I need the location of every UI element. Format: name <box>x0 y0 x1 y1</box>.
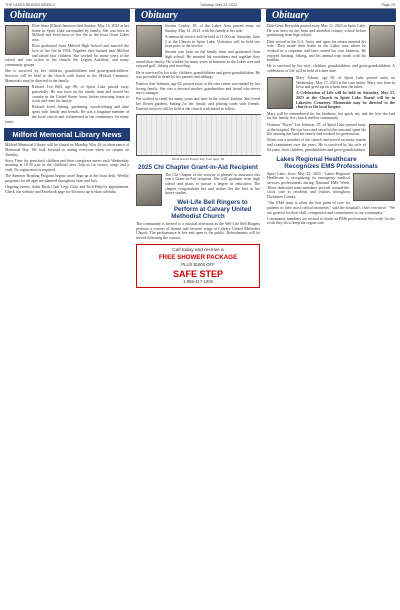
library-paragraph: Milford Memorial Library will be closed on Monday, May 29, in observance of Memorial Day. We look forward to seeing everyone when we reopen on Tuesday. <box>5 143 129 157</box>
obit-paragraph: Richard Lee Bell, age 88, of Spirit Lake passed away peacefully. He was born on the family farm and served his country in the United States Army before returning home to work and raise his family. <box>32 85 129 104</box>
word-search-caption: Word Search Puzzle Key from page 1B <box>171 156 225 161</box>
obit-paragraph: Mary Adams, age 90, of Spirit Lake passed away on Wednesday, May 17, 2023 at the care center. Mary was born in Iowa and grew up on a farm near the lakes. <box>296 75 395 90</box>
wellife-article <box>136 222 260 241</box>
paper-name: THE LAKES REGION WEEKLY <box>5 3 56 7</box>
obit-paragraph: Jerome was born on the family farm and graduated from high school. He married his sweetheart and together they raised their family. He worked for many years in business in the Lakes area and enjoyed golf, fishing and traveling. <box>136 50 260 69</box>
obit-paragraph: Richard loved fishing, gardening, woodworking and time spent with family and friends. He was a longtime member of the local church and volunteered in the community for many years. <box>5 105 129 124</box>
wellife-paragraph: The community is invited to a musical afternoon as the Wel-Life Bell Ringers perform a concert of hymns and favorite songs at Calvary United Methodist Church. The performance is free and open to the public. Refreshments will be served following the concert. <box>136 222 260 241</box>
obit-paragraph: Patricia Ann Johnson, age 82, passed away at the care center surrounded by her loving family. She was a devoted mother, grandmother and friend who never met a stranger. <box>136 81 260 96</box>
ad-brand: SAFE STEP <box>172 268 223 279</box>
obituary-photo <box>5 86 29 116</box>
library-news-title: Milford Memorial Library News <box>4 128 130 141</box>
obit-paragraph: Dale Gene Reynolds passed away May 11, 2023 in Spirit Lake. He was born on the farm and attended country school before graduating from high school. <box>267 24 366 38</box>
obit-paragraph: She is survived by her children, grandchildren and great-grandchildren. Services will be held at the church with burial in the Milford Cemetery. Memorials may be directed to the family. <box>5 69 129 83</box>
column-right <box>266 9 396 603</box>
chapter-article <box>136 173 260 197</box>
column-left <box>4 9 130 603</box>
obituary-photo <box>267 77 293 109</box>
obituary-banner: Obituary <box>266 9 396 22</box>
issue-date: Tuesday, May 23, 2023 <box>200 3 238 7</box>
column-middle <box>135 9 261 603</box>
safe-step-ad <box>136 244 260 288</box>
obit-paragraph: A Celebration of Life will be held on Saturday, May 27, 2023 at the Church in Spirit Lake. Burial will be in Lakeview Cemetery. Memorials may be directed to the church or the local hospice. <box>296 91 395 110</box>
obituary-adams <box>267 76 395 121</box>
obituary-reynolds <box>267 24 395 74</box>
ad-phone[interactable]: 1-855-417-1306 <box>183 278 213 284</box>
lakes-paragraph: Spirit Lake, Iowa, May 22, 2023 - Lakes Regional Healthcare is recognizing its emergency medical services professionals during National EMS Week. These dedicated team members provide around-the-clock care to residents and visitors throughout Dickinson County. <box>267 171 350 200</box>
obit-paragraph: A memorial service will be held at 11:00 a.m. Saturday, June 3 at the Church in Spirit Lake. Visitation will be held one hour prior to the service. <box>165 34 260 49</box>
obit-paragraph: Elsie graduated from Milford High School and married the love of her life in 1954. Together they farmed near Milford and raised four children. She worked for many years at the school and was active in her church, the Legion Auxiliary, and many community groups. <box>5 44 129 68</box>
ad-offer: FREE SHOWER PACKAGE <box>158 253 238 261</box>
obituary-banner: Obituary <box>4 9 130 22</box>
obit-paragraph: Elsie Anne (Elliot) Jameson died Sunday, May 14, 2023 at her home in Spirit Lake surrounded by family. She was born in Milford and lived most of her life in the Iowa Great Lakes area. <box>32 24 129 43</box>
chapter-headline: 2025 Chi Chapter Grant-in-Aid Recipient <box>137 163 258 171</box>
library-paragraph: Story Time for preschool children and their caregivers meets each Wednesday morning at 10:30 a.m. in the children's area. Join us for stories, songs and a craft. No registration is required. <box>5 158 129 173</box>
recipient-photo <box>136 174 162 206</box>
obituary-banner: Obituary <box>135 9 261 22</box>
obituary-photo <box>5 25 29 55</box>
obit-paragraph: Norm was a member of the church and served on many boards and committees over the years. He is survived by his wife of 64 years, their children, grandchildren and great-grandchildren. <box>267 138 366 152</box>
lakes-headline: Lakes Regional Healthcare Recognizes EMS Professionals <box>276 155 378 170</box>
ad-line: Call today and receive a <box>172 247 224 253</box>
obituary-photo <box>369 25 395 57</box>
page-number: Page 23 <box>381 3 395 7</box>
chapter-paragraph: The Chi Chapter of the sorority is pleased to announce this year's Grant-in-Aid recipient. She will graduate from high school and plans to pursue a degree in education. The chapter congratulates her and wishes her the best in her future studies. <box>165 172 260 196</box>
obit-paragraph: Mary will be remembered for her kindness, her quick wit, and the love she had for her family, her church and her community. <box>267 111 395 121</box>
obit-paragraph: Norman "Norm" Lee Johnson, 87, of Spirit Lake passed away at the hospital. He was born and raised in the area and spent his life farming the land his family had worked for generations. <box>267 122 366 137</box>
obit-paragraph: Pat worked in retail for many years and later in the school kitchen. She loved her flower gardens, baking for her family, and playing cards with friends. Funeral services will be held at the church with burial to follow. <box>136 97 260 111</box>
ad-discount: PLUS $1600 OFF <box>181 261 215 267</box>
word-search-key-image <box>136 114 261 156</box>
obituary-photo <box>369 124 395 156</box>
obit-paragraph: He is survived by his wife, children, grandchildren and great-grandchildren. He was preceded in death by his parents and siblings. <box>136 70 260 80</box>
obit-paragraph: He is survived by his wife, children, grandchildren, and great-grandchildren. A celebration of life will be held at a later date. <box>267 64 395 74</box>
lakes-article <box>267 172 395 227</box>
obituary-jameson <box>5 24 129 83</box>
obituary-bell <box>5 85 129 124</box>
obituary-johnson <box>136 82 260 112</box>
library-paragraph: Ongoing events: Adult Book Club, Lego Club, and Tech Help by appointment. Check our website and Facebook page for the most up-to-date calendar. <box>5 185 129 194</box>
lakes-paragraph: "Our EMS team is often the first point of care for patients in their most critical moments," said the hospital's chief executive. "We are grateful for their skill, compassion and commitment to our community." <box>267 201 395 215</box>
obituary-norman-johnson <box>267 123 395 153</box>
obituary-photo <box>136 25 162 57</box>
lakes-photo <box>353 173 395 201</box>
newspaper-page <box>4 3 396 603</box>
obit-paragraph: Jerome Conley, 85, of the Lakes Area passed away on Sunday, May 14, 2023, with his family at his side. <box>165 24 260 33</box>
library-news <box>5 143 129 194</box>
lakes-paragraph: Community members are invited to thank an EMS professional this week for the work they do to keep the region safe. <box>267 216 395 226</box>
wellife-headline: Wel-Life Bell Ringers to Perform at Calvary United Methodist Church <box>171 199 252 221</box>
obit-paragraph: Dale served in the U.S. Army and upon his return married his wife. They made their home in the Lakes area where he worked as a carpenter and later owned his own business. He enjoyed hunting, fishing, and his annual trips north with his buddies. <box>267 39 366 63</box>
library-paragraph: The Summer Reading Program begins soon! Sign up at the front desk. Weekly programs for all ages are planned throughout June and July. <box>5 174 129 183</box>
obituary-conley <box>136 24 260 80</box>
